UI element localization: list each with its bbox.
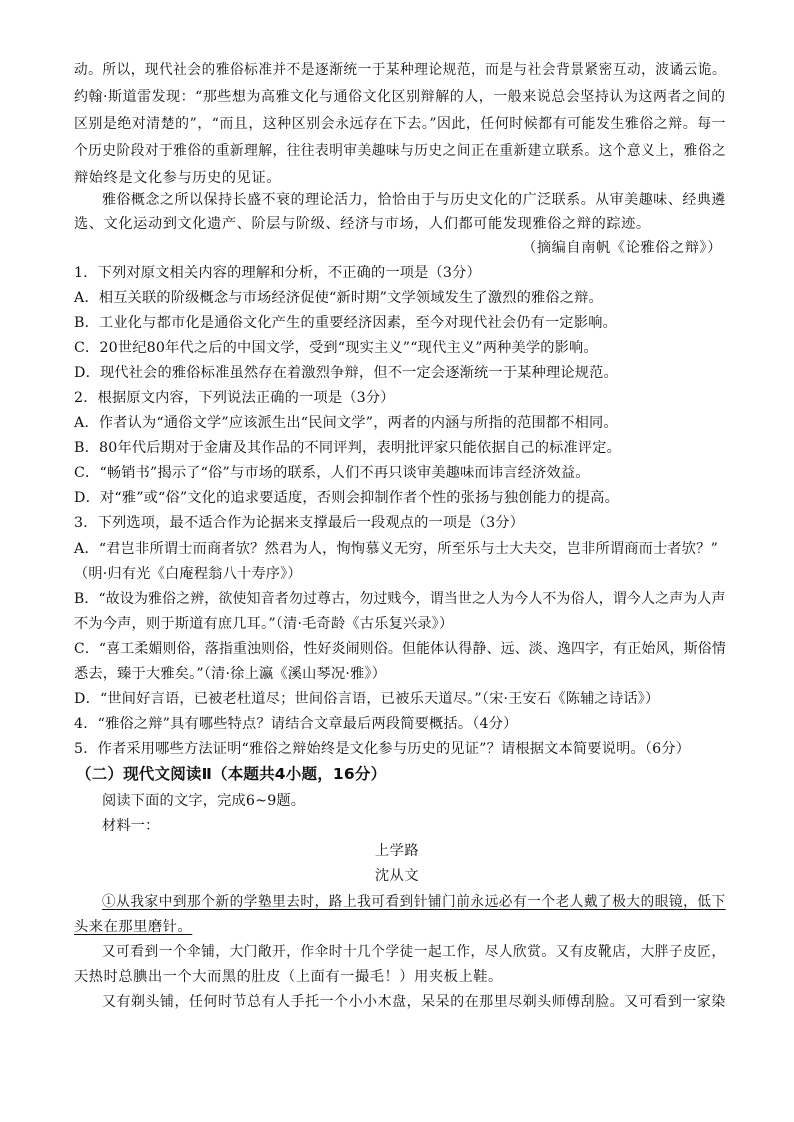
reading-instruction: 阅读下面的文字，完成6~9题。 (102, 793, 306, 809)
passage-line: 个历史阶段对于雅俗的重新理解，往往表明审美趣味与历史之间正在重新建立联系。这个意义上，雅俗之 (74, 143, 727, 159)
question-2-option-a: A．作者认为“通俗文学”应该派生出“民间文学”，两者的内涵与所指的范围都不相同。 (74, 415, 618, 431)
question-3-option-d: D．“世间好言语，已被老杜道尽；世间俗言语，已被乐天道尽。”（宋·王安石《陈辅之诗话》） (74, 691, 660, 707)
story-title: 上学路 (374, 843, 420, 859)
passage-line: 选、文化运动到文化遗产、阶层与阶级、经济与市场，人们都可能发现雅俗之辩的踪迹。 (74, 216, 651, 232)
material-label: 材料一： (102, 818, 160, 834)
section-heading: （二）现代文阅读Ⅱ（本题共4小题，16分） (76, 765, 387, 783)
passage-line: 雅俗概念之所以保持长盛不衰的理论活力，恰恰由于与历史文化的广泛联系。从审美趣味、经典遴 (102, 192, 726, 208)
story-paragraph-3: 又有剃头铺，任何时节总有人手托一个小小木盘，呆呆的在那里尽剃头师傅刮脸。又可看到一家染 (102, 994, 726, 1010)
question-3-option-a-source: （明·归有光《白庵程翁八十寿序》） (74, 566, 302, 582)
story-author: 沈从文 (374, 868, 420, 884)
question-1-option-b: B．工业化与都市化是通俗文化产生的重要经济因素，至今对现代社会仍有一定影响。 (74, 315, 617, 331)
question-1-option-c: C．20世纪80年代之后的中国文学，受到“现实主义”“现代主义”两种美学的影响。 (74, 340, 598, 356)
question-3-option-c: C．“喜工柔媚则俗，落指重浊则俗，性好炎闹则俗。但能体认得静、远、淡、逸四字，有正始风，斯俗情 (74, 641, 726, 657)
question-2-stem: 2．根据原文内容，下列说法正确的一项是（3分） (74, 390, 395, 406)
passage-source: （摘编自南帆《论雅俗之辩》） (522, 240, 722, 256)
question-3-option-c-cont: 悉去，臻于大雅矣。”（清·徐上瀛《溪山琴况·雅》） (74, 666, 387, 682)
question-3-stem: 3．下列选项，最不适合作为论据来支撑最后一段观点的一项是（3分） (74, 515, 525, 531)
question-5: 5．作者采用哪些方法证明“雅俗之辩始终是文化参与历史的见证”？请根据文本简要说明。（6分） (74, 741, 691, 757)
question-3-option-b: B．“故设为雅俗之辨，欲使知音者勿过尊古，勿过贱今，谓当世之人为今人不为俗人，谓今人之声为人声 (74, 591, 726, 607)
passage-line: 动。所以，现代社会的雅俗标准并不是逐渐统一于某种理论规范，而是与社会背景紧密互动，波谲云诡。 (74, 62, 727, 78)
passage-line: 区别是绝对清楚的”，“而且，这种区别会永远存在下去。”因此，任何时候都有可能发生雅俗之辩。每一 (74, 116, 727, 132)
story-paragraph-1-cont: 头来在那里磨针。 (74, 919, 193, 935)
question-3-option-a: A．“君岂非所谓士而商者欤？然君为人，恂恂慕义无穷，所至乐与士大夫交，岂非所谓商而士者欤？” (74, 541, 719, 557)
question-1-option-d: D．现代社会的雅俗标准虽然存在着激烈争辩，但不一定会逐渐统一于某种理论规范。 (74, 365, 618, 381)
question-3-option-b-cont: 不为今声，则于斯道有庶几耳。”（清·毛奇龄《古乐复兴录》） (74, 616, 454, 632)
question-2-option-c: C．“畅销书”揭示了“俗”与市场的联系，人们不再只谈审美趣味而讳言经济效益。 (74, 465, 590, 481)
story-paragraph-1: ①从我家中到那个新的学塾里去时，路上我可看到针铺门前永远必有一个老人戴了极大的眼镜，低下 (102, 894, 726, 910)
passage-line: 辩始终是文化参与历史的见证。 (74, 170, 282, 186)
question-1-stem: 1．下列对原文相关内容的理解和分析，不正确的一项是（3分） (74, 265, 481, 281)
story-paragraph-2-cont: 天热时总腆出一个大而黑的肚皮（上面有一撮毛！）用夹板上鞋。 (74, 969, 503, 985)
question-1-option-a: A．相互关联的阶级概念与市场经济促使“新时期”文学领域发生了激烈的雅俗之辩。 (74, 290, 603, 306)
question-2-option-b: B．80年代后期对于金庸及其作品的不同评判，表明批评家只能依据自己的标准评定。 (74, 440, 622, 456)
question-4: 4．“雅俗之辩”具有哪些特点？请结合文章最后两段简要概括。（4分） (74, 716, 518, 732)
question-2-option-d: D．对“雅”或“俗”文化的追求要适度，否则会抑制作者个性的张扬与独创能力的提高。 (74, 490, 619, 506)
passage-line: 约翰·斯道雷发现：“那些想为高雅文化与通俗文化区别辩解的人，一般来说总会坚持认为这两者之间的 (74, 89, 726, 105)
story-paragraph-2: 又可看到一个伞铺，大门敞开，作伞时十几个学徒一起工作，尽人欣赏。又有皮靴店，大胖子皮匠， (102, 944, 726, 960)
